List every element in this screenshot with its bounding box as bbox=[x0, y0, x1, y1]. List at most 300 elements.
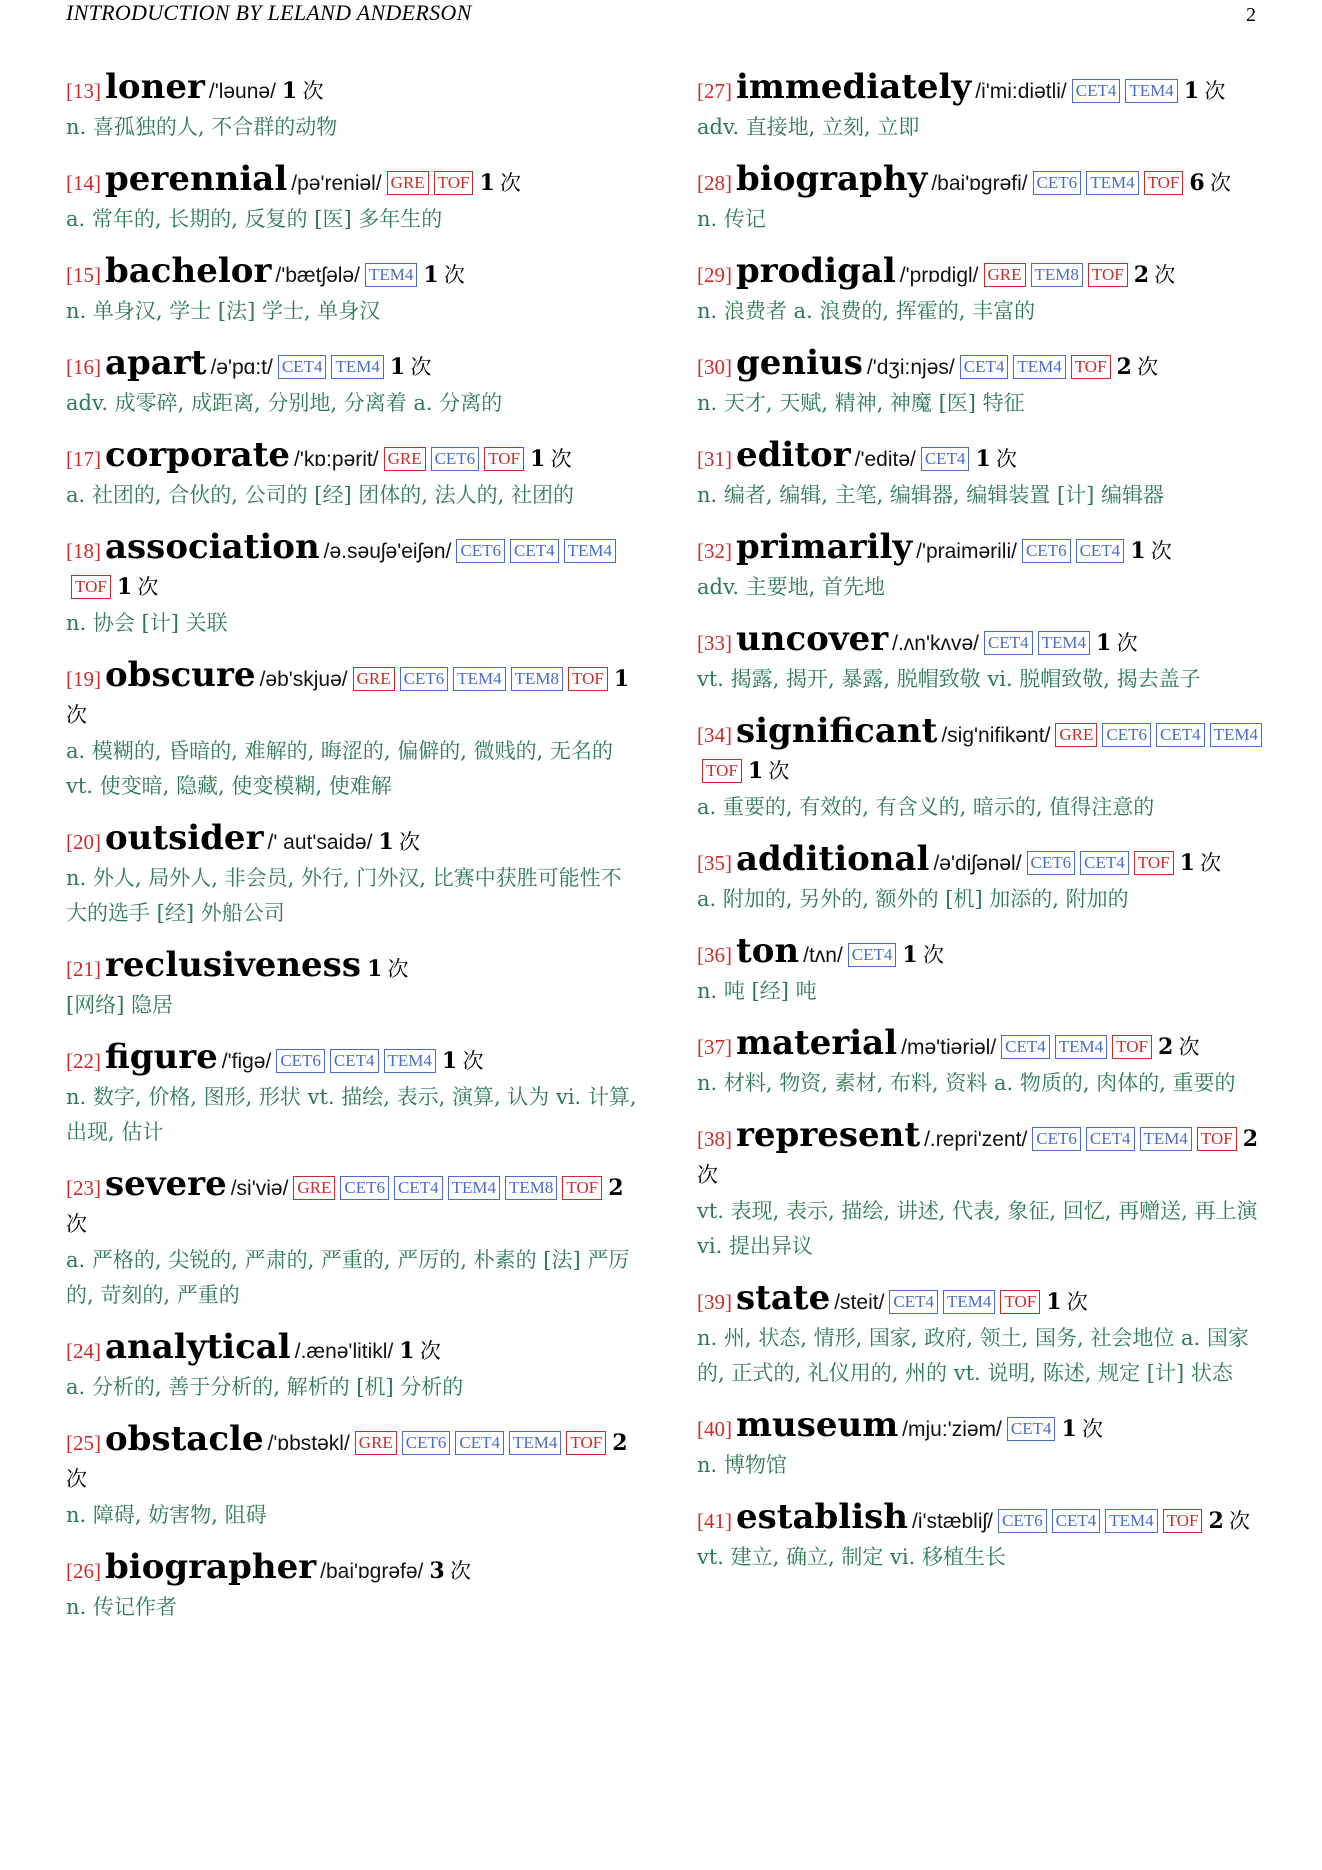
definition: [网络] 隐居 bbox=[66, 993, 174, 1017]
exam-tag: TEM4 bbox=[1013, 355, 1065, 379]
frequency bbox=[1158, 1035, 1200, 1059]
frequency-unit: 次 bbox=[66, 1467, 87, 1491]
entry-headline bbox=[66, 1547, 640, 1589]
exam-tag: GRE bbox=[353, 667, 395, 691]
frequency-count: 1 bbox=[423, 262, 439, 288]
exam-tag: TEM4 bbox=[1125, 79, 1177, 103]
entry-index: [21] bbox=[66, 957, 101, 981]
frequency bbox=[1208, 1509, 1250, 1533]
entry-index: [14] bbox=[66, 171, 101, 195]
entry-headline bbox=[697, 67, 1269, 109]
entry-headline bbox=[697, 931, 1269, 973]
word-entry bbox=[66, 527, 640, 641]
frequency-unit: 次 bbox=[66, 703, 87, 727]
frequency-count: 1 bbox=[1183, 78, 1200, 104]
entry-index: [16] bbox=[66, 355, 101, 379]
frequency-count: 2 bbox=[1208, 1508, 1224, 1534]
definition: vt. 建立, 确立, 制定 vi. 移植生长 bbox=[697, 1545, 1006, 1569]
phonetic: /'editə/ bbox=[854, 448, 916, 471]
phonetic: /'kɒ:pərit/ bbox=[294, 448, 379, 471]
entry-index: [20] bbox=[66, 830, 101, 854]
exam-tag: CET4 bbox=[330, 1049, 379, 1073]
word-entry bbox=[697, 527, 1269, 605]
exam-tag: TOF bbox=[71, 575, 111, 599]
word-entry bbox=[66, 655, 640, 804]
headword: primarily bbox=[736, 527, 913, 567]
entry-index: [35] bbox=[697, 851, 732, 875]
exam-tag: TEM8 bbox=[511, 667, 563, 691]
entry-headline bbox=[66, 435, 640, 477]
headword: association bbox=[105, 527, 320, 567]
entry-headline bbox=[697, 159, 1269, 201]
exam-tag: TEM4 bbox=[1055, 1035, 1107, 1059]
exam-tag: GRE bbox=[384, 447, 426, 471]
frequency bbox=[423, 263, 465, 287]
frequency bbox=[367, 957, 409, 981]
entry-index: [32] bbox=[697, 539, 732, 563]
phonetic: /ə'diʃənəl/ bbox=[933, 852, 1022, 875]
definition: n. 单身汉, 学士 [法] 学士, 单身汉 bbox=[66, 299, 381, 323]
frequency-unit: 次 bbox=[1178, 1035, 1200, 1059]
entry-headline bbox=[697, 839, 1269, 881]
entry-headline bbox=[697, 1278, 1269, 1320]
headword: state bbox=[736, 1278, 831, 1318]
frequency-count: 1 bbox=[378, 829, 394, 855]
entry-index: [39] bbox=[697, 1290, 732, 1314]
phonetic: /tʌn/ bbox=[803, 944, 843, 967]
entry-headline bbox=[697, 251, 1269, 293]
headword: reclusiveness bbox=[105, 945, 361, 985]
word-entry bbox=[697, 1497, 1269, 1575]
exam-tag: CET4 bbox=[984, 631, 1033, 655]
frequency bbox=[1184, 79, 1226, 103]
headword: significant bbox=[736, 711, 938, 751]
word-entry bbox=[697, 435, 1269, 513]
definition: n. 外人, 局外人, 非会员, 外行, 门外汉, 比赛中获胜可能性不大的选手 [经] 外船公司 bbox=[66, 866, 622, 925]
entry-index: [15] bbox=[66, 263, 101, 287]
headword: immediately bbox=[736, 67, 972, 107]
frequency-unit: 次 bbox=[1082, 1417, 1104, 1441]
frequency-unit: 次 bbox=[922, 943, 944, 967]
frequency bbox=[390, 355, 432, 379]
frequency-unit: 次 bbox=[1137, 355, 1159, 379]
frequency bbox=[1130, 539, 1172, 563]
definition: n. 协会 [计] 关联 bbox=[66, 611, 228, 635]
definition: a. 分析的, 善于分析的, 解析的 [机] 分析的 bbox=[66, 1375, 464, 1399]
frequency-count: 1 bbox=[441, 1048, 458, 1074]
entry-headline bbox=[66, 67, 640, 109]
frequency-unit: 次 bbox=[1229, 1509, 1250, 1533]
exam-tag: CET6 bbox=[400, 667, 449, 691]
word-entry bbox=[66, 159, 640, 237]
exam-tag: CET6 bbox=[1032, 1127, 1081, 1151]
frequency-unit: 次 bbox=[1150, 539, 1172, 563]
frequency bbox=[530, 447, 572, 471]
phonetic: /'bætʃələ/ bbox=[275, 264, 360, 287]
phonetic: /'figə/ bbox=[221, 1050, 272, 1073]
headword: ton bbox=[736, 931, 800, 971]
definition: n. 州, 状态, 情形, 国家, 政府, 领土, 国务, 社会地位 a. 国家的, 正式的, 礼仪用的, 州的 vt. 说明, 陈述, 规定 [计] 状态 bbox=[697, 1326, 1249, 1385]
exam-tag: TOF bbox=[1144, 171, 1184, 195]
frequency-count: 1 bbox=[613, 666, 630, 692]
exam-tag: CET6 bbox=[276, 1049, 325, 1073]
phonetic: /bai'ɒgrəfi/ bbox=[931, 172, 1028, 195]
exam-tag: CET4 bbox=[1072, 79, 1121, 103]
frequency-count: 1 bbox=[389, 354, 406, 380]
frequency-unit: 次 bbox=[996, 447, 1018, 471]
frequency bbox=[1061, 1417, 1103, 1441]
frequency bbox=[429, 1559, 471, 1583]
word-entry bbox=[66, 818, 640, 931]
phonetic: /' aut'saidə/ bbox=[267, 831, 373, 854]
word-entry bbox=[66, 1164, 640, 1313]
exam-tag: CET4 bbox=[1086, 1127, 1135, 1151]
entry-index: [33] bbox=[697, 631, 732, 655]
word-entry bbox=[697, 343, 1269, 421]
exam-tag: GRE bbox=[355, 1431, 397, 1455]
entry-headline bbox=[697, 435, 1269, 477]
frequency-count: 1 bbox=[116, 574, 133, 600]
headword: establish bbox=[736, 1497, 908, 1537]
exam-tag: TEM4 bbox=[509, 1431, 561, 1455]
definition: n. 喜孤独的人, 不合群的动物 bbox=[66, 115, 338, 139]
exam-tag: CET4 bbox=[889, 1290, 938, 1314]
headword: figure bbox=[105, 1037, 218, 1077]
entry-headline bbox=[66, 159, 640, 201]
exam-tag: CET4 bbox=[960, 355, 1009, 379]
frequency-count: 1 bbox=[530, 446, 546, 472]
exam-tag: CET4 bbox=[1007, 1417, 1056, 1441]
exam-tag: TEM4 bbox=[1140, 1127, 1192, 1151]
entry-index: [25] bbox=[66, 1431, 101, 1455]
exam-tag: TEM4 bbox=[448, 1176, 500, 1200]
entry-index: [34] bbox=[697, 723, 732, 747]
headword: genius bbox=[736, 343, 863, 383]
phonetic: /bai'ɒgrəfə/ bbox=[320, 1560, 424, 1583]
frequency bbox=[378, 830, 420, 854]
exam-tag: CET6 bbox=[1027, 851, 1076, 875]
definition: n. 材料, 物资, 素材, 布料, 资料 a. 物质的, 肉体的, 重要的 bbox=[697, 1071, 1236, 1095]
frequency-unit: 次 bbox=[697, 1163, 718, 1187]
entry-index: [27] bbox=[697, 79, 732, 103]
headword: biography bbox=[736, 159, 928, 199]
exam-tag: CET6 bbox=[1022, 539, 1071, 563]
exam-tag: CET6 bbox=[1102, 723, 1151, 747]
frequency-count: 3 bbox=[429, 1558, 445, 1584]
entry-headline bbox=[697, 1497, 1269, 1539]
entry-index: [40] bbox=[697, 1417, 732, 1441]
word-entry bbox=[66, 67, 640, 145]
entry-headline bbox=[66, 251, 640, 293]
frequency-unit: 次 bbox=[398, 830, 420, 854]
word-entry bbox=[66, 1419, 640, 1533]
entry-index: [26] bbox=[66, 1559, 101, 1583]
exam-tag: CET4 bbox=[278, 355, 327, 379]
entry-index: [19] bbox=[66, 667, 101, 691]
entry-index: [18] bbox=[66, 539, 101, 563]
frequency-unit: 次 bbox=[462, 1049, 484, 1073]
word-entry bbox=[697, 619, 1269, 697]
frequency-count: 1 bbox=[479, 170, 495, 196]
entry-headline bbox=[66, 818, 640, 860]
headword: prodigal bbox=[736, 251, 896, 291]
phonetic: /steit/ bbox=[834, 1291, 885, 1314]
frequency bbox=[975, 447, 1017, 471]
exam-tag: CET6 bbox=[431, 447, 480, 471]
frequency-unit: 次 bbox=[1154, 263, 1176, 287]
definition: a. 重要的, 有效的, 有含义的, 暗示的, 值得注意的 bbox=[697, 795, 1155, 819]
entry-index: [38] bbox=[697, 1127, 732, 1151]
definition: a. 模糊的, 昏暗的, 难解的, 晦涩的, 偏僻的, 微贱的, 无名的 vt. 使变暗, 隐藏, 使变模糊, 使难解 bbox=[66, 739, 613, 798]
definition: vt. 表现, 表示, 描绘, 讲述, 代表, 象征, 回忆, 再赠送, 再上演 vi. 提出异议 bbox=[697, 1199, 1258, 1258]
frequency-unit: 次 bbox=[1204, 79, 1226, 103]
entry-headline bbox=[697, 527, 1269, 569]
phonetic: /ə'pɑ:t/ bbox=[210, 356, 273, 379]
exam-tag: GRE bbox=[1055, 723, 1097, 747]
frequency-count: 2 bbox=[1116, 354, 1132, 380]
frequency-count: 2 bbox=[1242, 1126, 1259, 1152]
frequency-unit: 次 bbox=[66, 1212, 87, 1236]
frequency-unit: 次 bbox=[1116, 631, 1138, 655]
definition: n. 传记 bbox=[697, 207, 766, 231]
definition: a. 常年的, 长期的, 反复的 [医] 多年生的 bbox=[66, 207, 443, 231]
page-header bbox=[66, 0, 1256, 30]
phonetic: /i'mi:diətli/ bbox=[975, 80, 1067, 103]
phonetic: /si'viə/ bbox=[230, 1177, 289, 1200]
word-entry bbox=[697, 711, 1269, 825]
headword: perennial bbox=[105, 159, 288, 199]
word-entry bbox=[66, 343, 640, 421]
frequency bbox=[282, 79, 324, 103]
frequency-unit: 次 bbox=[387, 957, 409, 981]
entry-index: [37] bbox=[697, 1035, 732, 1059]
entry-headline bbox=[66, 655, 640, 733]
exam-tag: TOF bbox=[1197, 1127, 1237, 1151]
phonetic: /i'stæbliʃ/ bbox=[911, 1510, 994, 1533]
entry-headline bbox=[66, 527, 640, 605]
exam-tag: TOF bbox=[1163, 1509, 1203, 1533]
exam-tag: TEM4 bbox=[1086, 171, 1138, 195]
entry-headline bbox=[66, 1327, 640, 1369]
entry-headline bbox=[66, 343, 640, 385]
headword: obscure bbox=[105, 655, 256, 695]
frequency-count: 1 bbox=[1046, 1289, 1062, 1315]
headword: biographer bbox=[105, 1547, 317, 1587]
entry-index: [13] bbox=[66, 79, 101, 103]
entry-headline bbox=[66, 1419, 640, 1497]
exam-tag: GRE bbox=[984, 263, 1026, 287]
headword: represent bbox=[736, 1115, 921, 1155]
headword: material bbox=[736, 1023, 898, 1063]
exam-tag: CET6 bbox=[1033, 171, 1082, 195]
frequency-count: 1 bbox=[747, 758, 764, 784]
exam-tag: TOF bbox=[1134, 851, 1174, 875]
frequency bbox=[1046, 1290, 1088, 1314]
definition: n. 数字, 价格, 图形, 形状 vt. 描绘, 表示, 演算, 认为 vi. 计算, 出现, 估计 bbox=[66, 1085, 637, 1144]
phonetic: /sig'nifikənt/ bbox=[941, 724, 1051, 747]
exam-tag: TEM4 bbox=[564, 539, 616, 563]
definition: n. 吨 [经] 吨 bbox=[697, 979, 817, 1003]
word-entry bbox=[697, 931, 1269, 1009]
exam-tag: TOF bbox=[434, 171, 474, 195]
frequency-count: 2 bbox=[612, 1430, 628, 1456]
exam-tag: TEM4 bbox=[331, 355, 383, 379]
exam-tag: TEM8 bbox=[505, 1176, 557, 1200]
exam-tag: TOF bbox=[568, 667, 608, 691]
phonetic: /.repri'zent/ bbox=[924, 1128, 1028, 1151]
exam-tag: TOF bbox=[562, 1176, 602, 1200]
frequency bbox=[1096, 631, 1138, 655]
exam-tag: TOF bbox=[1088, 263, 1128, 287]
frequency-count: 2 bbox=[1133, 262, 1150, 288]
entry-index: [36] bbox=[697, 943, 732, 967]
frequency-unit: 次 bbox=[500, 171, 522, 195]
phonetic: /'ɒbstəkl/ bbox=[267, 1432, 350, 1455]
exam-tag: CET4 bbox=[1156, 723, 1205, 747]
entry-headline bbox=[697, 1115, 1269, 1193]
exam-tag: CET4 bbox=[1001, 1035, 1050, 1059]
frequency-unit: 次 bbox=[410, 355, 432, 379]
definition: adv. 直接地, 立刻, 立即 bbox=[697, 115, 920, 139]
frequency-count: 1 bbox=[1096, 630, 1112, 656]
frequency-unit: 次 bbox=[443, 263, 465, 287]
exam-tag: GRE bbox=[387, 171, 429, 195]
entry-headline bbox=[66, 945, 640, 987]
frequency bbox=[1134, 263, 1176, 287]
definition: n. 障碍, 妨害物, 阻碍 bbox=[66, 1503, 267, 1527]
exam-tag: CET4 bbox=[1052, 1509, 1101, 1533]
frequency-count: 1 bbox=[1061, 1416, 1077, 1442]
word-entry bbox=[66, 1547, 640, 1625]
definition: adv. 成零碎, 成距离, 分别地, 分离着 a. 分离的 bbox=[66, 391, 503, 415]
frequency-count: 6 bbox=[1189, 170, 1205, 196]
word-entry bbox=[697, 1023, 1269, 1101]
exam-tag: TEM4 bbox=[453, 667, 505, 691]
frequency-count: 1 bbox=[1179, 850, 1195, 876]
entry-index: [29] bbox=[697, 263, 732, 287]
left-column bbox=[66, 67, 640, 1642]
headword: museum bbox=[736, 1405, 899, 1445]
headword: analytical bbox=[105, 1327, 291, 1367]
word-entry bbox=[697, 1115, 1269, 1264]
headword: outsider bbox=[105, 818, 264, 858]
exam-tag: TOF bbox=[1000, 1290, 1040, 1314]
frequency-unit: 次 bbox=[1209, 171, 1231, 195]
frequency bbox=[479, 171, 521, 195]
frequency-count: 1 bbox=[281, 78, 298, 104]
frequency-unit: 次 bbox=[550, 447, 572, 471]
word-entry bbox=[697, 1278, 1269, 1391]
frequency bbox=[902, 943, 944, 967]
entry-headline bbox=[697, 1405, 1269, 1447]
headword: apart bbox=[105, 343, 207, 383]
frequency bbox=[442, 1049, 484, 1073]
frequency-count: 1 bbox=[366, 956, 383, 982]
word-entry bbox=[66, 1037, 640, 1150]
headword: corporate bbox=[105, 435, 291, 475]
headword: obstacle bbox=[105, 1419, 264, 1459]
entry-headline bbox=[697, 1023, 1269, 1065]
exam-tag: TEM4 bbox=[1105, 1509, 1157, 1533]
entry-headline bbox=[697, 343, 1269, 385]
entry-headline bbox=[697, 619, 1269, 661]
definition: n. 天才, 天赋, 精神, 神魔 [医] 特征 bbox=[697, 391, 1025, 415]
exam-tag: TEM4 bbox=[1038, 631, 1090, 655]
frequency-unit: 次 bbox=[449, 1559, 471, 1583]
entry-headline bbox=[697, 711, 1269, 789]
word-entry bbox=[697, 159, 1269, 237]
phonetic: /mju:'ziəm/ bbox=[902, 1418, 1002, 1441]
phonetic: /mə'tiəriəl/ bbox=[901, 1036, 997, 1059]
frequency bbox=[1189, 171, 1231, 195]
frequency-unit: 次 bbox=[1066, 1290, 1088, 1314]
frequency-unit: 次 bbox=[1200, 851, 1222, 875]
exam-tag: CET6 bbox=[340, 1176, 389, 1200]
frequency-count: 1 bbox=[902, 942, 918, 968]
entry-index: [24] bbox=[66, 1339, 101, 1363]
exam-tag: GRE bbox=[293, 1176, 335, 1200]
exam-tag: CET4 bbox=[848, 943, 897, 967]
frequency-unit: 次 bbox=[768, 759, 790, 783]
definition: adv. 主要地, 首先地 bbox=[697, 575, 886, 599]
page-number: 2 bbox=[1246, 4, 1256, 26]
exam-tag: TOF bbox=[566, 1431, 606, 1455]
definition: a. 社团的, 合伙的, 公司的 [经] 团体的, 法人的, 社团的 bbox=[66, 483, 575, 507]
frequency bbox=[748, 759, 790, 783]
headword: bachelor bbox=[105, 251, 272, 291]
entry-index: [23] bbox=[66, 1176, 101, 1200]
definition: n. 传记作者 bbox=[66, 1595, 177, 1619]
word-entry bbox=[697, 67, 1269, 145]
word-entry bbox=[697, 1405, 1269, 1483]
headword: editor bbox=[736, 435, 851, 475]
exam-tag: TEM4 bbox=[384, 1049, 436, 1073]
frequency bbox=[1117, 355, 1159, 379]
entry-index: [22] bbox=[66, 1049, 101, 1073]
running-head: INTRODUCTION BY LELAND ANDERSON bbox=[66, 0, 472, 25]
frequency-count: 2 bbox=[1157, 1034, 1174, 1060]
exam-tag: CET4 bbox=[455, 1431, 504, 1455]
entry-index: [41] bbox=[697, 1509, 732, 1533]
phonetic: /pə'reniəl/ bbox=[291, 172, 382, 195]
headword: additional bbox=[736, 839, 930, 879]
exam-tag: CET6 bbox=[456, 539, 505, 563]
word-entry bbox=[66, 435, 640, 513]
word-entry bbox=[66, 1327, 640, 1405]
exam-tag: TEM4 bbox=[943, 1290, 995, 1314]
frequency-count: 2 bbox=[608, 1175, 624, 1201]
exam-tag: CET4 bbox=[1080, 851, 1129, 875]
frequency bbox=[1180, 851, 1222, 875]
entry-index: [31] bbox=[697, 447, 732, 471]
entry-index: [30] bbox=[697, 355, 732, 379]
word-entry bbox=[66, 945, 640, 1023]
exam-tag: TEM4 bbox=[1210, 723, 1262, 747]
definition: vt. 揭露, 揭开, 暴露, 脱帽致敬 vi. 脱帽致敬, 揭去盖子 bbox=[697, 667, 1201, 691]
definition: n. 博物馆 bbox=[697, 1453, 787, 1477]
right-column bbox=[697, 67, 1269, 1592]
exam-tag: CET4 bbox=[921, 447, 970, 471]
exam-tag: TOF bbox=[484, 447, 524, 471]
exam-tag: TOF bbox=[1071, 355, 1111, 379]
exam-tag: CET4 bbox=[510, 539, 559, 563]
entry-index: [28] bbox=[697, 171, 732, 195]
exam-tag: CET4 bbox=[394, 1176, 443, 1200]
phonetic: /.ʌn'kʌvə/ bbox=[892, 632, 979, 655]
phonetic: /'ləunə/ bbox=[208, 80, 276, 103]
entry-headline bbox=[66, 1037, 640, 1079]
frequency-unit: 次 bbox=[419, 1339, 441, 1363]
